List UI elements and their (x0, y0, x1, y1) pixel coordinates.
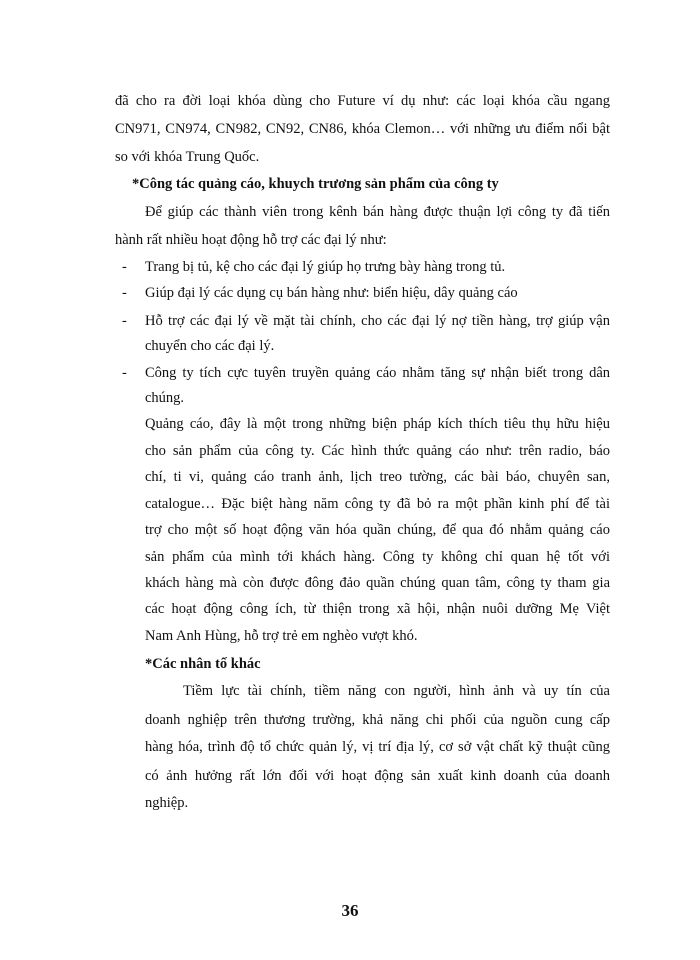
bullet-item: Công ty tích cực tuyên truyền quảng cáo nhằm tăng sự nhận biết trong dân (145, 365, 610, 381)
ads-paragraph-line: cho sản phẩm của công ty. Các hình thức quảng cáo như: trên radio, báo (145, 443, 610, 459)
intro-line: so với khóa Trung Quốc. (115, 149, 260, 165)
bullet-item: Trang bị tủ, kệ cho các đại lý giúp họ trưng bày hàng trong tủ. (145, 259, 506, 275)
ads-paragraph-line: catalogue… Đặc biệt hàng năm công ty đã bỏ ra một phần kinh phí để tài (145, 496, 610, 512)
ads-paragraph-line: khách hàng mà còn được đông đảo quần chúng quan tâm, công ty tham gia (145, 575, 610, 591)
section-heading-ads: *Công tác quảng cáo, khuych trương sản phẩm của công ty (132, 176, 499, 192)
bullet-item: Hỗ trợ các đại lý về mặt tài chính, cho các đại lý nợ tiền hàng, trợ giúp vận (145, 313, 610, 329)
ads-paragraph-line: trợ cho một số hoạt động văn hóa quần chúng, để qua đó nhằm quảng cáo (145, 522, 610, 538)
ads-paragraph-line: các hoạt động công ích, từ thiện trong xã hội, nhận nuôi dưỡng Mẹ Việt (145, 601, 610, 617)
other-paragraph-line: doanh nghiệp trên thương trường, khả năng chi phối của nguồn cung cấp (145, 712, 610, 728)
ads-paragraph-line: chí, ti vi, quảng cáo tranh ảnh, lịch treo tường, các bài báo, chuyên san, (145, 469, 610, 485)
page-number: 36 (341, 901, 359, 920)
other-paragraph-line: có ảnh hưởng rất lớn đối với hoạt động sản xuất kinh doanh của doanh (145, 768, 610, 784)
other-paragraph-line: Tiềm lực tài chính, tiềm năng con người, hình ảnh và uy tín của (183, 683, 610, 699)
ads-paragraph-line: Nam Anh Hùng, hỗ trợ trẻ em nghèo vượt khó. (145, 628, 418, 644)
bullet-marker: - (122, 313, 127, 329)
bullet-item: Giúp đại lý các dụng cụ bán hàng như: biển hiệu, dây quảng cáo (145, 285, 518, 301)
ads-intro-line: Để giúp các thành viên trong kênh bán hàng được thuận lợi công ty đã tiến (145, 204, 610, 220)
section-heading-other: *Các nhân tố khác (145, 656, 261, 672)
bullet-item-cont: chúng. (145, 390, 185, 406)
ads-paragraph-line: Quảng cáo, đây là một trong những biện pháp kích thích tiêu thụ hữu hiệu (145, 416, 610, 432)
bullet-marker: - (122, 365, 127, 381)
ads-paragraph-line: sản phẩm của mình tới khách hàng. Công ty không chỉ quan hệ tốt với (145, 549, 610, 565)
intro-line: CN971, CN974, CN982, CN92, CN86, khóa Clemon… với những ưu điểm nổi bật (115, 121, 610, 137)
bullet-marker: - (122, 285, 127, 301)
other-paragraph-line: nghiệp. (145, 795, 189, 811)
bullet-marker: - (122, 259, 127, 275)
bullet-item-cont: chuyển cho các đại lý. (145, 338, 275, 354)
intro-line: đã cho ra đời loại khóa dùng cho Future ví dụ như: các loại khóa cầu ngang (115, 93, 610, 109)
other-paragraph-line: hàng hóa, trình độ tổ chức quản lý, vị trí địa lý, cơ sở vật chất kỹ thuật cũng (145, 739, 610, 755)
ads-intro-line: hành rất nhiều hoạt động hỗ trợ các đại lý như: (115, 232, 387, 248)
